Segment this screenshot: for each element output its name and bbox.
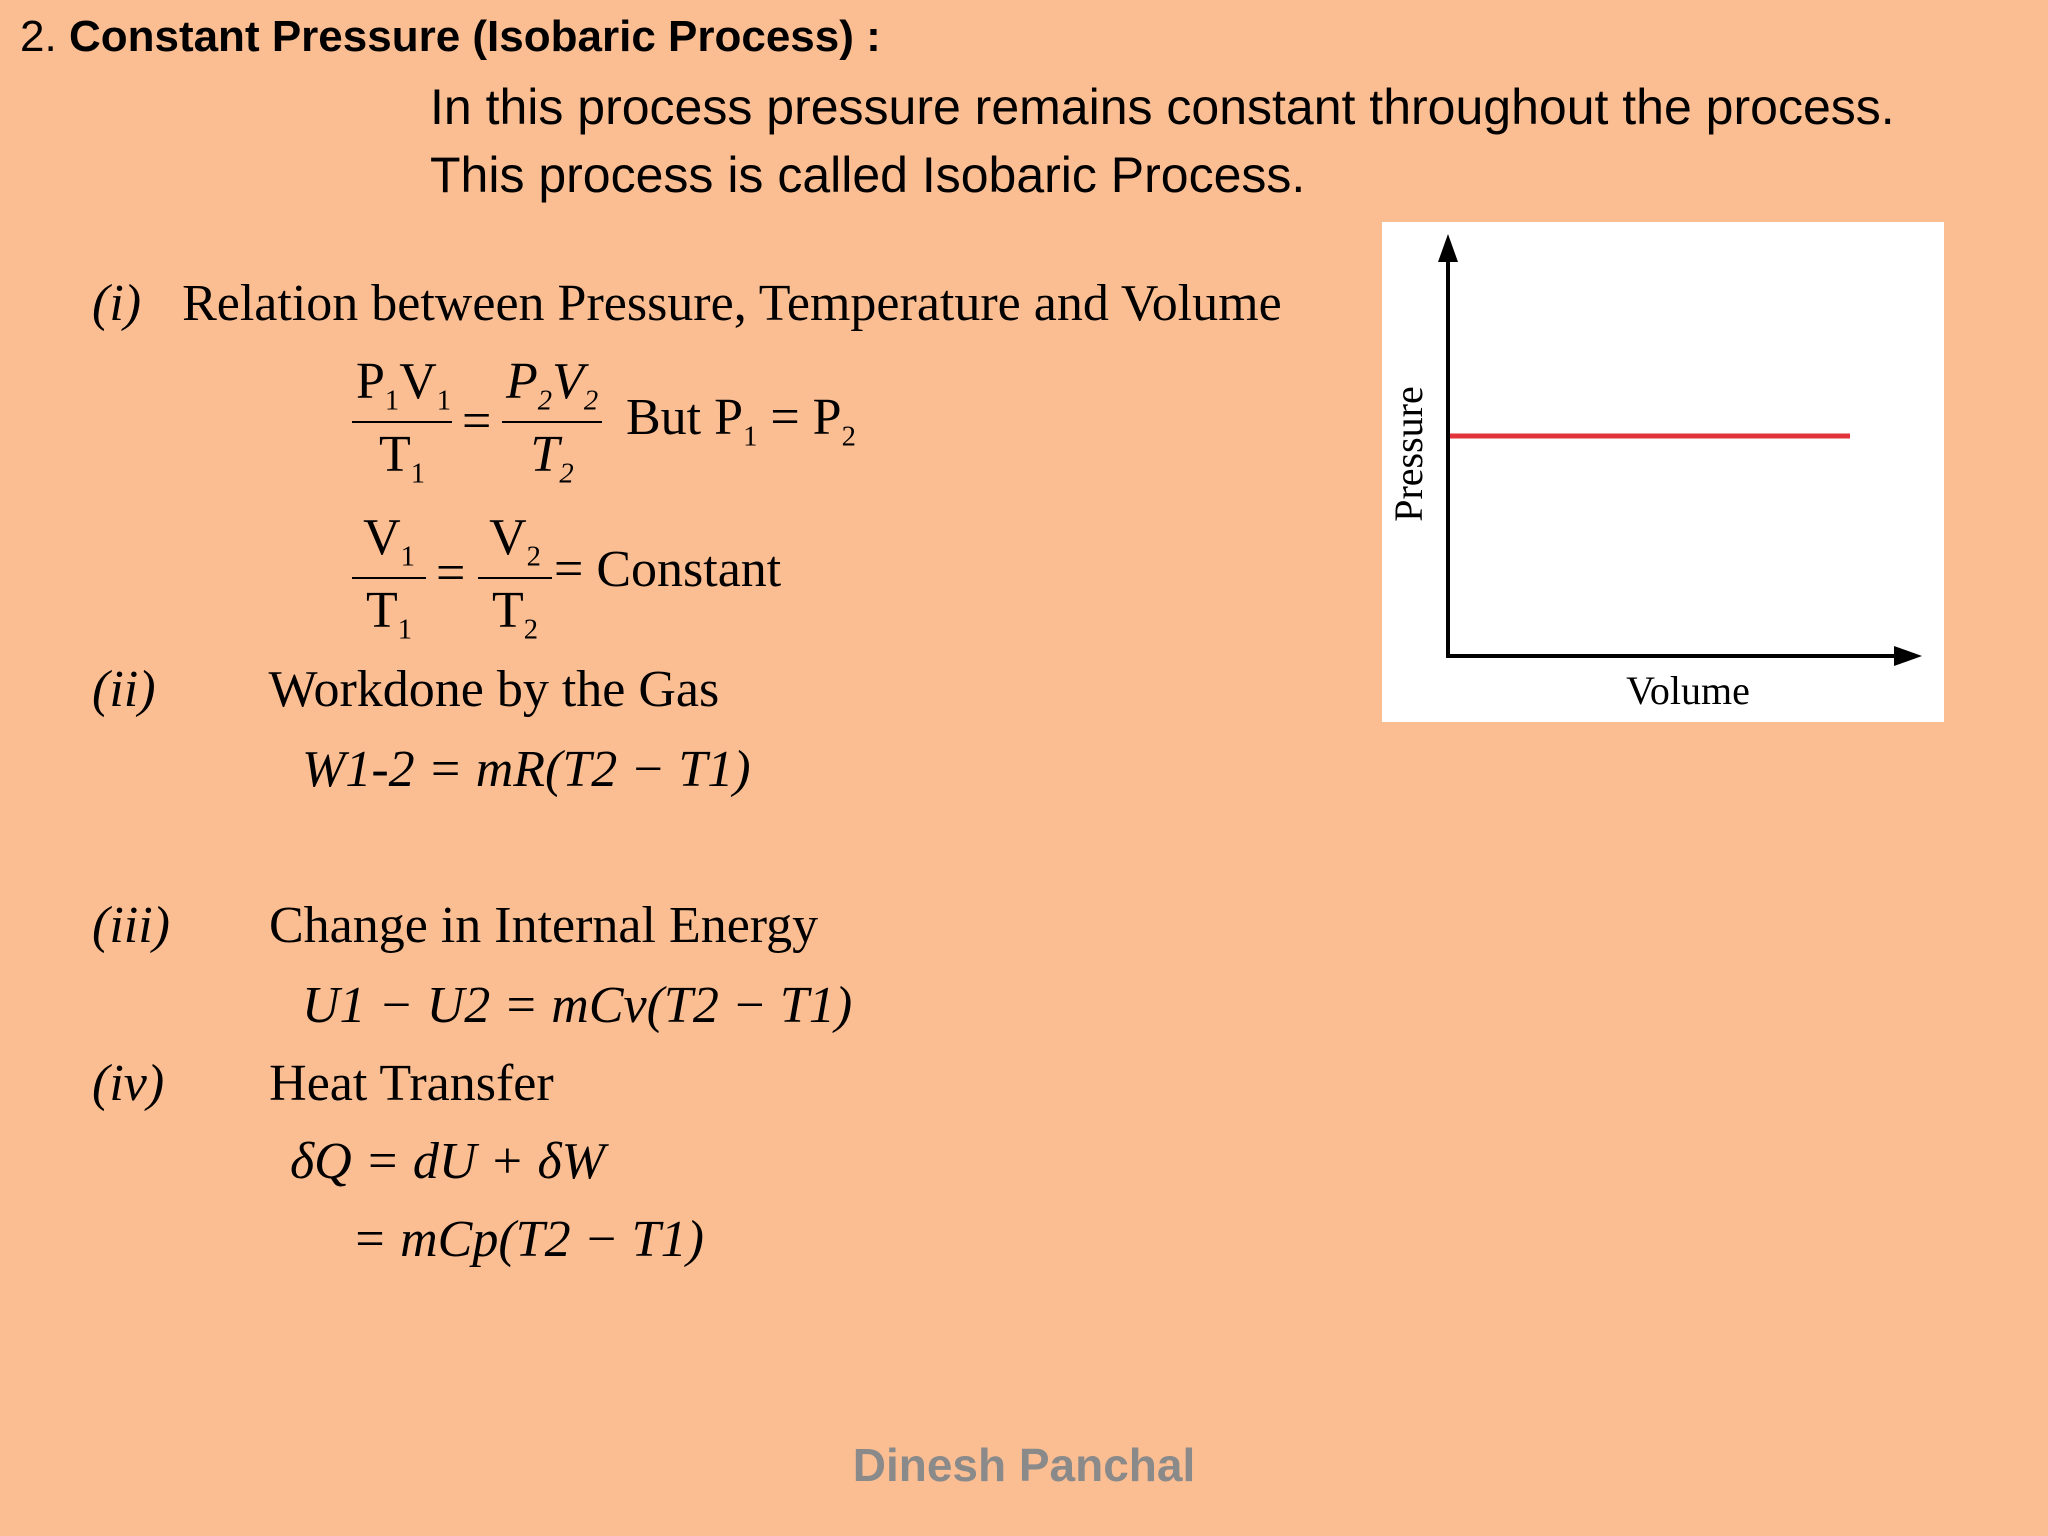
y-axis-label: Pressure (1386, 386, 1431, 522)
relation-rhs-fraction: $P_2V_2$ $T_2$ (502, 352, 602, 491)
item-marker: (iii) (92, 897, 170, 954)
heat-equation-line-1: δQ = dU + δW (290, 1133, 605, 1190)
item-marker: (ii) (92, 661, 156, 718)
heat-equation-line-2: = mCp(T2 − T1) (352, 1211, 704, 1268)
ratio-rhs-fraction: $V_2$ $T_2$ (478, 508, 552, 647)
item-iv (92, 1054, 554, 1113)
item-text: Change in Internal Energy (268, 897, 819, 954)
internal-energy-equation: U1 − U2 = mCv(T2 − T1) (302, 977, 853, 1034)
equals-sign: = (436, 545, 466, 602)
intro-line-2: This process is called Isobaric Process. (430, 147, 1306, 203)
ratio-result: = Constant (554, 541, 782, 598)
ratio-lhs-fraction: $V_1$ $T_1$ (352, 508, 426, 647)
work-equation: W1-2 = mR(T2 − T1) (302, 741, 751, 798)
heading-number: 2. (20, 12, 57, 61)
slide-heading (20, 12, 881, 62)
pressure-volume-graph (1382, 222, 1944, 722)
item-iii (92, 896, 818, 955)
equals-sign: = (462, 393, 492, 450)
x-axis-label: Volume (1626, 668, 1750, 713)
item-text: Workdone by the Gas (268, 661, 720, 718)
item-text: Heat Transfer (269, 1055, 554, 1112)
item-marker: (iv) (92, 1055, 165, 1112)
item-ii (92, 660, 719, 719)
x-axis-arrow-icon (1894, 646, 1922, 666)
graph-svg (1382, 222, 1944, 722)
author-footer: Dinesh Panchal (852, 1439, 1196, 1491)
heading-title: Constant Pressure (Isobaric Process) : (68, 12, 881, 61)
item-marker: (i) (92, 275, 142, 332)
y-axis-arrow-icon (1438, 234, 1458, 262)
item-text: Relation between Pressure, Temperature and Volume (182, 275, 1282, 332)
relation-condition: But $P_1 = P_2$ (626, 389, 856, 453)
relation-lhs-fraction: $P_1V_1$ $T_1$ (352, 352, 452, 491)
item-i (92, 274, 1282, 333)
intro-line-1: In this process pressure remains constant throughout the process. (430, 79, 1895, 135)
